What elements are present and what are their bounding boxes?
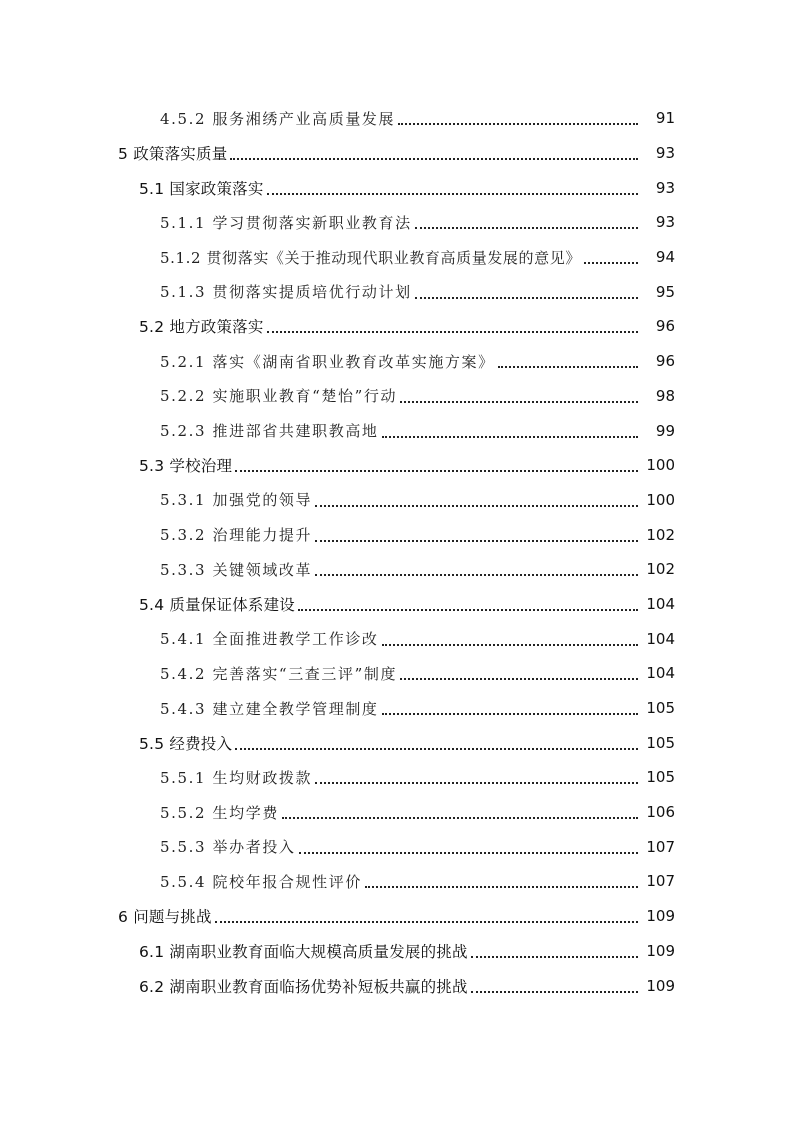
toc-page-number: 98 <box>655 386 675 405</box>
dot-leader <box>299 852 638 854</box>
toc-page-number: 91 <box>655 109 675 128</box>
toc-page-number: 109 <box>646 907 675 926</box>
toc-entry-5-2[interactable] <box>0 309 793 344</box>
toc-entry-label: 5.4 质量保证体系建设 <box>139 595 295 614</box>
toc-page-number: 96 <box>655 352 675 371</box>
toc-entry-5-4-1[interactable] <box>0 621 793 656</box>
toc-page-number: 93 <box>655 213 675 232</box>
dot-leader <box>365 886 638 888</box>
toc-entry-4-5-2[interactable] <box>0 101 793 136</box>
toc-page-number: 100 <box>646 456 675 475</box>
toc-page-number: 104 <box>646 629 675 648</box>
toc-entry-5-1-1[interactable] <box>0 205 793 240</box>
toc-entry-5-3[interactable] <box>0 448 793 483</box>
toc-entry-label: 6 问题与挑战 <box>118 908 212 927</box>
toc-page-number: 104 <box>646 664 675 683</box>
toc-entry-label: 5.2 地方政策落实 <box>139 318 264 337</box>
toc-entry-label: 5 政策落实质量 <box>118 145 228 164</box>
dot-leader <box>498 366 638 368</box>
dot-leader <box>415 297 638 299</box>
dot-leader <box>267 193 638 195</box>
toc-entry-label: 5.2.2 实施职业教育“楚怡”行动 <box>160 387 398 406</box>
toc-entry-5-5-3[interactable] <box>0 829 793 864</box>
dot-leader <box>471 991 638 993</box>
dot-leader <box>298 609 638 611</box>
toc-entry-5-4-2[interactable] <box>0 656 793 691</box>
toc-page-number: 99 <box>655 421 675 440</box>
toc-entry-label: 5.3.3 关键领域改革 <box>160 560 313 579</box>
dot-leader <box>315 574 638 576</box>
toc-entry-5-1-3[interactable] <box>0 274 793 309</box>
toc-page-number: 105 <box>646 699 675 718</box>
toc-entry-label: 5.3 学校治理 <box>139 457 233 476</box>
toc-entry-label: 5.2.1 落实《湖南省职业教育改革实施方案》 <box>160 352 495 371</box>
toc-entry-label: 5.1.1 学习贯彻落实新职业教育法 <box>160 213 412 232</box>
toc-entry-5-3-1[interactable] <box>0 483 793 518</box>
toc-page-number: 105 <box>646 733 675 752</box>
toc-entry-5-1[interactable] <box>0 170 793 205</box>
toc-entry-label: 5.2.3 推进部省共建职教高地 <box>160 422 379 441</box>
toc-entry-5-2-2[interactable] <box>0 379 793 414</box>
toc-entry-label: 6.1 湖南职业教育面临大规模高质量发展的挑战 <box>139 942 468 961</box>
toc-page-number: 104 <box>646 594 675 613</box>
dot-leader <box>235 470 638 472</box>
dot-leader <box>382 713 638 715</box>
dot-leader <box>315 782 638 784</box>
dot-leader <box>398 123 638 125</box>
dot-leader <box>584 262 638 264</box>
toc-entry-5[interactable] <box>0 136 793 171</box>
toc-entry-label: 5.4.1 全面推进教学工作诊改 <box>160 630 379 649</box>
toc-entry-label: 5.1.3 贯彻落实提质培优行动计划 <box>160 283 412 302</box>
toc-entry-5-5-2[interactable] <box>0 795 793 830</box>
toc-entry-label: 5.3.1 加强党的领导 <box>160 491 313 510</box>
toc-entry-5-5-4[interactable] <box>0 864 793 899</box>
table-of-contents <box>0 101 793 1003</box>
toc-page-number: 102 <box>646 560 675 579</box>
toc-entry-label: 5.5.3 举办者投入 <box>160 838 296 857</box>
toc-entry-label: 5.5.2 生均学费 <box>160 803 279 822</box>
toc-page-number: 107 <box>646 837 675 856</box>
toc-page-number: 107 <box>646 872 675 891</box>
toc-entry-5-4-3[interactable] <box>0 691 793 726</box>
dot-leader <box>382 644 638 646</box>
toc-entry-label: 5.1 国家政策落实 <box>139 179 264 198</box>
toc-entry-5-3-3[interactable] <box>0 552 793 587</box>
dot-leader <box>315 540 638 542</box>
toc-entry-5-1-2[interactable] <box>0 240 793 275</box>
toc-page-number: 93 <box>655 144 675 163</box>
toc-entry-6-2[interactable] <box>0 968 793 1003</box>
dot-leader <box>230 158 638 160</box>
toc-entry-5-4[interactable] <box>0 587 793 622</box>
toc-entry-label: 6.2 湖南职业教育面临扬优势补短板共赢的挑战 <box>139 977 468 996</box>
toc-entry-5-2-3[interactable] <box>0 413 793 448</box>
toc-entry-label: 5.5.4 院校年报合规性评价 <box>160 872 362 891</box>
dot-leader <box>400 678 638 680</box>
toc-entry-6-1[interactable] <box>0 934 793 969</box>
dot-leader <box>471 956 638 958</box>
dot-leader <box>215 921 638 923</box>
toc-page-number: 93 <box>655 178 675 197</box>
toc-entry-5-5[interactable] <box>0 725 793 760</box>
toc-page-number: 109 <box>646 976 675 995</box>
toc-page-number: 109 <box>646 941 675 960</box>
toc-entry-label: 5.4.3 建立建全教学管理制度 <box>160 699 379 718</box>
toc-page-number: 106 <box>646 803 675 822</box>
toc-entry-5-3-2[interactable] <box>0 517 793 552</box>
toc-page-number: 100 <box>646 490 675 509</box>
toc-entry-label: 5.1.2 贯彻落实《关于推动现代职业教育高质量发展的意见》 <box>160 248 581 267</box>
dot-leader <box>400 401 638 403</box>
dot-leader <box>235 748 638 750</box>
toc-entry-label: 4.5.2 服务湘绣产业高质量发展 <box>160 109 396 128</box>
dot-leader <box>415 227 638 229</box>
toc-page-number: 102 <box>646 525 675 544</box>
toc-entry-label: 5.5.1 生均财政拨款 <box>160 768 313 787</box>
toc-entry-5-5-1[interactable] <box>0 760 793 795</box>
dot-leader <box>315 505 638 507</box>
toc-entry-6[interactable] <box>0 899 793 934</box>
toc-entry-label: 5.4.2 完善落实“三查三评”制度 <box>160 664 398 683</box>
dot-leader <box>382 436 638 438</box>
toc-entry-label: 5.5 经费投入 <box>139 734 233 753</box>
toc-entry-label: 5.3.2 治理能力提升 <box>160 526 313 545</box>
toc-entry-5-2-1[interactable] <box>0 344 793 379</box>
toc-page-number: 94 <box>655 248 675 267</box>
toc-page-number: 105 <box>646 768 675 787</box>
toc-page-number: 95 <box>655 282 675 301</box>
toc-page-number: 96 <box>655 317 675 336</box>
dot-leader <box>267 331 638 333</box>
dot-leader <box>282 817 638 819</box>
